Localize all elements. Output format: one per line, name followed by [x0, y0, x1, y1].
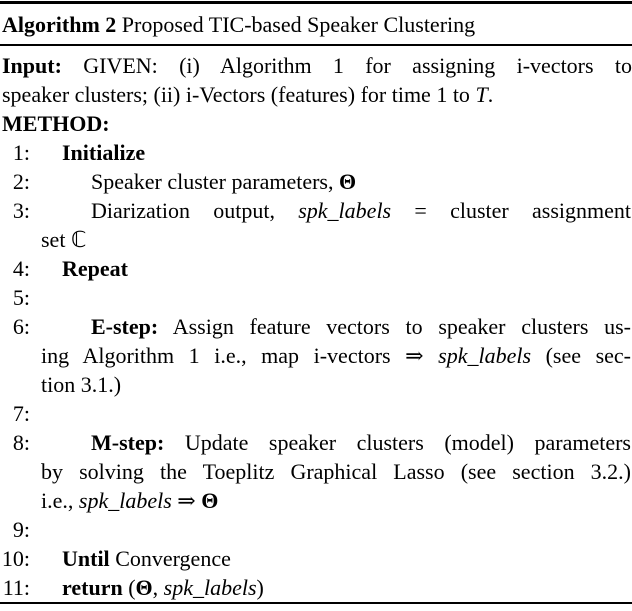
algo-line-8-cont-1 — [0, 457, 632, 486]
line-text: ing Algorithm 1 i.e., map i-vectors ⇒ — [41, 343, 439, 368]
line-number: 5: — [12, 285, 30, 310]
math-implies-arrow: ⇒ — [171, 488, 202, 513]
input-label: Input: — [2, 53, 62, 78]
line-number: 2: — [12, 169, 30, 194]
bottom-rule — [0, 602, 632, 604]
line-number: 10: — [1, 546, 30, 571]
math-var-spk-labels: spk_labels — [78, 488, 172, 513]
line-text: = cluster assignment — [391, 198, 631, 223]
line-number: 6: — [12, 314, 30, 339]
algo-line-5 — [0, 283, 632, 312]
math-theta: Θ — [135, 575, 153, 600]
line-text: Speaker cluster parameters, — [91, 169, 339, 194]
input-text-2: speaker clusters; (ii) i-Vectors (features) for time 1 to — [2, 82, 476, 107]
algo-line-9 — [0, 515, 632, 544]
input-line-2 — [0, 80, 632, 109]
line-number: 1: — [12, 140, 30, 165]
algorithm-box — [0, 1, 632, 611]
input-line-1 — [0, 51, 632, 80]
line-number: 8: — [12, 430, 30, 455]
algo-line-6 — [0, 312, 632, 341]
line-text: by solving the Toeplitz Graphical Lasso (see section 3.2.) — [41, 459, 631, 484]
algo-line-4 — [0, 254, 632, 283]
algorithm-title: Proposed TIC-based Speaker Clustering — [116, 11, 476, 37]
keyword-m-step: M-step: — [91, 430, 165, 455]
keyword-until: Until — [62, 546, 110, 571]
algo-line-6-cont-1 — [0, 341, 632, 370]
line-text: (see sec- — [531, 343, 632, 368]
line-text: tion 3.1.) — [41, 372, 122, 397]
algo-line-1 — [0, 138, 632, 167]
math-theta: Θ — [201, 488, 219, 513]
line-text: Convergence — [109, 546, 231, 571]
math-blackboard-C: ℂ — [70, 228, 87, 253]
algo-line-3-cont — [0, 225, 632, 254]
line-number: 4: — [12, 256, 30, 281]
input-text-2-end: . — [487, 82, 494, 107]
algorithm-body — [0, 46, 632, 602]
algorithm-header — [0, 4, 632, 44]
line-text: set — [41, 227, 71, 252]
algo-line-3 — [0, 196, 632, 225]
line-number: 11: — [2, 575, 30, 600]
keyword-initialize: Initialize — [62, 140, 146, 165]
math-var-spk-labels: spk_labels — [163, 575, 257, 600]
keyword-return: return — [62, 575, 123, 600]
algo-line-6-cont-2 — [0, 370, 632, 399]
math-var-spk-labels: spk_labels — [438, 343, 532, 368]
algo-line-11 — [0, 573, 632, 602]
line-text: ) — [256, 575, 264, 600]
line-number: 7: — [12, 401, 30, 426]
algo-line-8 — [0, 428, 632, 457]
keyword-repeat: Repeat — [62, 256, 128, 281]
line-text: Diarization output, — [91, 198, 299, 223]
math-theta: Θ — [339, 169, 357, 194]
line-text: Update speaker clusters (model) parameters — [164, 430, 631, 455]
line-text: Assign feature vectors to speaker clusters us- — [158, 314, 631, 339]
line-text: ( — [122, 575, 136, 600]
line-text: i.e., — [41, 488, 79, 513]
algo-line-10 — [0, 544, 632, 573]
algo-line-7 — [0, 399, 632, 428]
keyword-e-step: E-step: — [91, 314, 159, 339]
line-number: 9: — [12, 517, 30, 542]
line-text: , — [152, 575, 164, 600]
input-text-1: GIVEN: (i) Algorithm 1 for assigning i-vectors to — [61, 53, 632, 78]
method-label: METHOD: — [2, 111, 110, 136]
math-var-T: T — [475, 82, 488, 107]
method-line — [0, 109, 632, 138]
math-var-spk-labels: spk_labels — [298, 198, 392, 223]
algo-line-2 — [0, 167, 632, 196]
algorithm-label: Algorithm 2 — [2, 11, 117, 37]
line-number: 3: — [12, 198, 30, 223]
algo-line-8-cont-2 — [0, 486, 632, 515]
